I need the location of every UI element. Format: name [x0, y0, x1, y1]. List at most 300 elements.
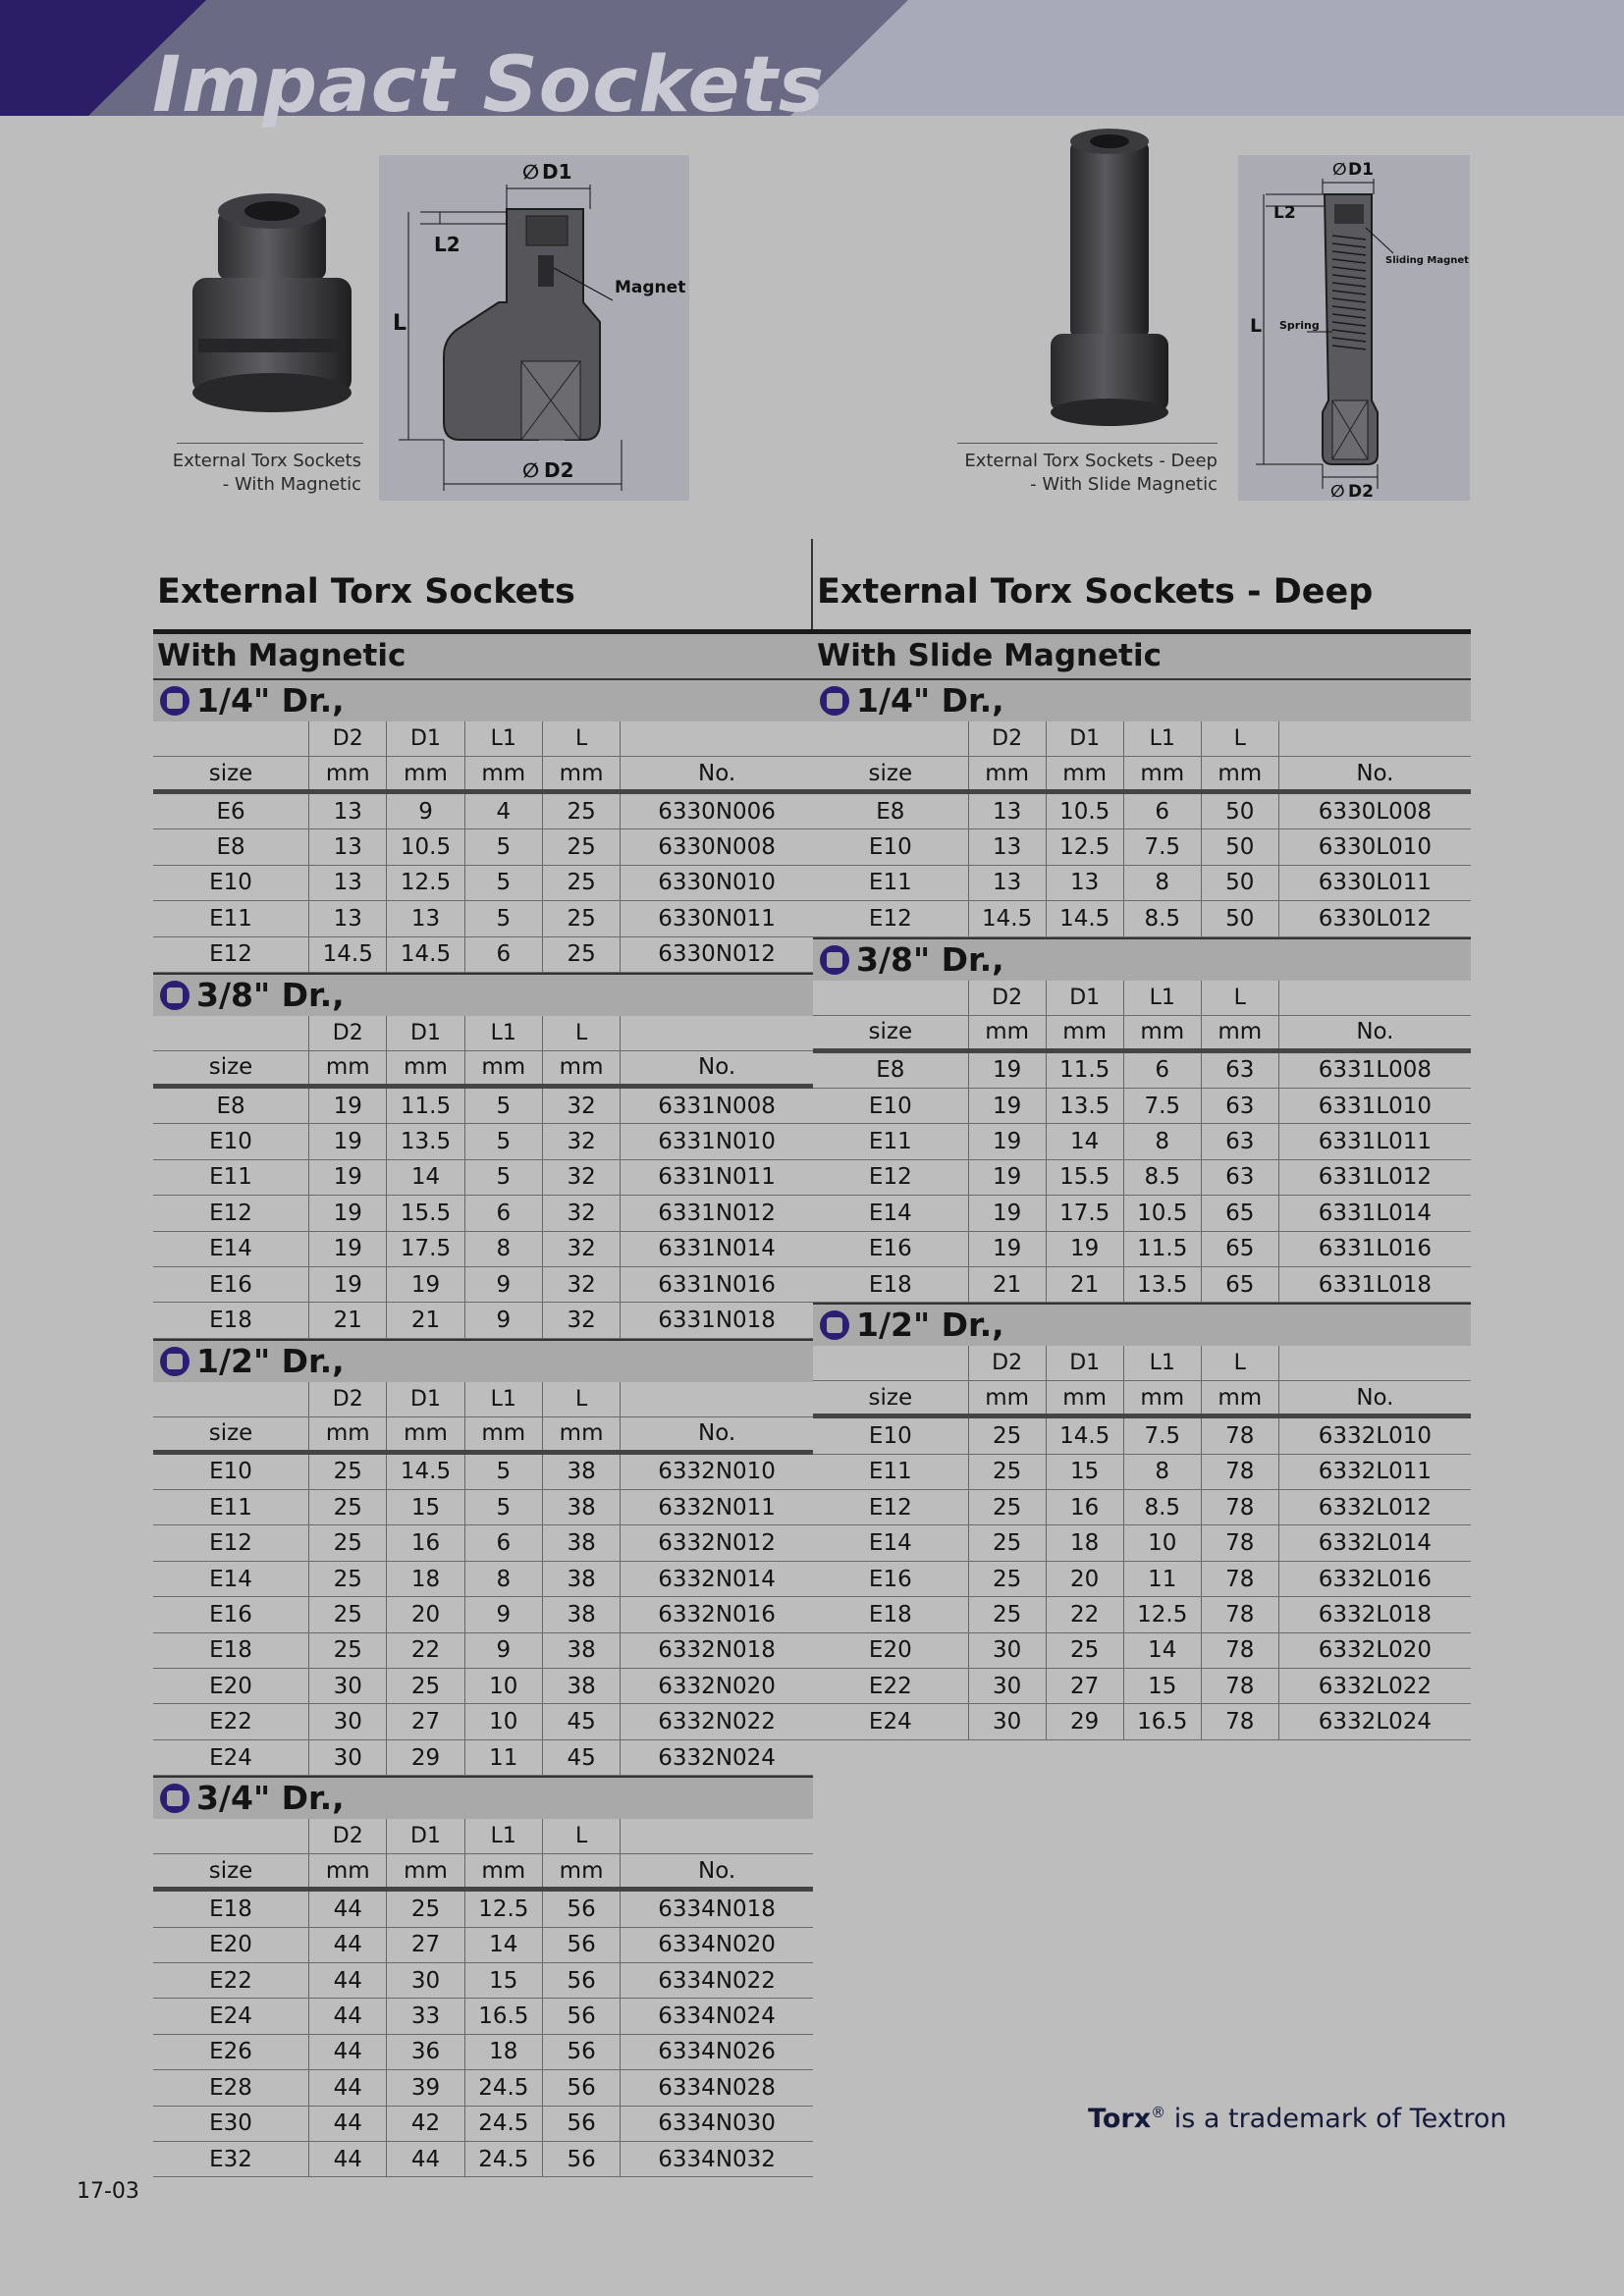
header-cell — [813, 1346, 968, 1381]
header-cell: mm — [542, 1416, 620, 1452]
table-cell: 25 — [542, 829, 620, 865]
table-cell: 50 — [1201, 865, 1278, 900]
table-cell: 15.5 — [1046, 1159, 1123, 1195]
table-cell: 38 — [542, 1561, 620, 1596]
table-cell: E24 — [153, 1739, 309, 1775]
table-row — [153, 1196, 813, 1231]
table-cell: E18 — [813, 1597, 968, 1632]
table-row — [153, 1452, 813, 1489]
table-row — [153, 1739, 813, 1775]
square-drive-icon — [159, 685, 190, 717]
part-number-cell: 6332N010 — [621, 1452, 813, 1489]
table-cell: E14 — [813, 1525, 968, 1561]
part-number-cell: 6331L008 — [1278, 1050, 1471, 1088]
header-cell: mm — [387, 1416, 464, 1452]
deep-l-label: L — [1250, 315, 1263, 337]
table-cell: 25 — [968, 1416, 1046, 1454]
deep-d1-diameter-symbol: ∅ — [1332, 160, 1347, 180]
table-row — [813, 792, 1471, 829]
table-cell: E18 — [153, 1890, 309, 1927]
table-cell: 30 — [968, 1669, 1046, 1704]
table-cell: E11 — [813, 865, 968, 900]
header-cell: mm — [464, 1854, 542, 1890]
table-cell: 44 — [309, 1927, 387, 1962]
table-cell: E18 — [153, 1632, 309, 1668]
part-number-cell: 6334N020 — [621, 1927, 813, 1962]
table-row — [813, 1231, 1471, 1266]
table-cell: E14 — [153, 1561, 309, 1596]
part-number-cell: 6332N016 — [621, 1597, 813, 1632]
table-cell: 13.5 — [387, 1124, 464, 1159]
table-cell: E8 — [813, 1050, 968, 1088]
table-cell: 11.5 — [1046, 1050, 1123, 1088]
table-cell: 45 — [542, 1739, 620, 1775]
part-number-cell: 6331L014 — [1278, 1196, 1471, 1231]
table-row — [153, 1561, 813, 1596]
dimension-table — [153, 1819, 813, 2177]
header-cell: D1 — [387, 1382, 464, 1417]
header-cell: mm — [1201, 1381, 1278, 1416]
header-cell: mm — [542, 1854, 620, 1890]
part-number-cell: 6331L010 — [1278, 1088, 1471, 1123]
table-cell: 10 — [464, 1669, 542, 1704]
table-cell: 5 — [464, 901, 542, 936]
table-cell: 19 — [309, 1124, 387, 1159]
table-cell: 24.5 — [464, 2070, 542, 2106]
header-cell: size — [153, 757, 309, 792]
part-number-cell: 6332N018 — [621, 1632, 813, 1668]
table-cell: 17.5 — [1046, 1196, 1123, 1231]
part-number-cell: 6334N032 — [621, 2141, 813, 2176]
table-row — [153, 1597, 813, 1632]
table-cell: E11 — [813, 1454, 968, 1489]
table-cell: 14.5 — [968, 901, 1046, 936]
header-cell: D1 — [1046, 981, 1123, 1016]
part-number-cell: 6332L018 — [1278, 1597, 1471, 1632]
table-row — [153, 1927, 813, 1962]
table-cell: 32 — [542, 1196, 620, 1231]
table-cell: 56 — [542, 1927, 620, 1962]
table-cell: 19 — [309, 1196, 387, 1231]
table-cell: 42 — [387, 2106, 464, 2141]
table-cell: E12 — [153, 1196, 309, 1231]
header-cell: D1 — [387, 721, 464, 757]
table-cell: 30 — [968, 1632, 1046, 1668]
drive-size-heading — [153, 678, 813, 721]
header-cell: No. — [621, 757, 813, 792]
drive-size-heading — [153, 1776, 813, 1819]
table-row — [153, 829, 813, 865]
header-cell: L1 — [1123, 1346, 1201, 1381]
table-cell: E20 — [813, 1632, 968, 1668]
header-cell: L — [542, 1819, 620, 1854]
part-number-cell: 6332N022 — [621, 1704, 813, 1739]
table-header-row — [153, 1016, 813, 1051]
table-cell: 25 — [968, 1597, 1046, 1632]
table-cell: 7.5 — [1123, 1416, 1201, 1454]
table-header-row — [813, 1346, 1471, 1381]
table-cell: 5 — [464, 1490, 542, 1525]
table-cell: 17.5 — [387, 1231, 464, 1266]
header-cell: mm — [968, 1381, 1046, 1416]
table-row — [153, 901, 813, 936]
table-cell: 8 — [464, 1231, 542, 1266]
table-row — [813, 1416, 1471, 1454]
table-cell: E11 — [153, 1159, 309, 1195]
part-number-cell: 6332N014 — [621, 1561, 813, 1596]
left-caption-line1: External Torx Sockets — [172, 451, 361, 471]
table-row — [153, 1159, 813, 1195]
table-cell: 56 — [542, 2141, 620, 2176]
left-section-subtitle: With Magnetic — [153, 629, 813, 678]
table-cell: 25 — [387, 1669, 464, 1704]
table-cell: 12.5 — [464, 1890, 542, 1927]
table-cell: 13 — [309, 792, 387, 829]
table-cell: E30 — [153, 2106, 309, 2141]
table-cell: E20 — [153, 1669, 309, 1704]
part-number-cell: 6332L014 — [1278, 1525, 1471, 1561]
table-cell: 44 — [309, 1962, 387, 1998]
header-cell: size — [813, 757, 968, 792]
table-cell: 6 — [1123, 1050, 1201, 1088]
table-cell: 27 — [1046, 1669, 1123, 1704]
header-cell: D2 — [968, 721, 1046, 757]
table-cell: E11 — [153, 901, 309, 936]
right-drive-tables — [813, 678, 1471, 1740]
table-cell: E18 — [153, 1303, 309, 1338]
header-cell — [153, 1819, 309, 1854]
drive-size-heading — [813, 937, 1471, 981]
table-cell: 8.5 — [1123, 901, 1201, 936]
page-number: 17-03 — [77, 2179, 139, 2204]
part-number-cell: 6330L010 — [1278, 829, 1471, 865]
table-cell: E10 — [813, 1088, 968, 1123]
table-cell: E22 — [813, 1669, 968, 1704]
table-cell: 9 — [387, 792, 464, 829]
table-header-row — [813, 757, 1471, 792]
table-cell: 15 — [1123, 1669, 1201, 1704]
drive-size-label: 1/2" Dr., — [196, 1341, 345, 1380]
table-cell: 5 — [464, 1452, 542, 1489]
part-number-cell: 6332L024 — [1278, 1704, 1471, 1739]
table-cell: 15 — [464, 1962, 542, 1998]
table-cell: E24 — [813, 1704, 968, 1739]
table-header-row — [813, 981, 1471, 1016]
drive-size-label: 1/4" Dr., — [856, 681, 1004, 720]
table-cell: 29 — [387, 1739, 464, 1775]
header-cell: D1 — [387, 1016, 464, 1051]
table-row — [153, 1962, 813, 1998]
table-cell: 32 — [542, 1124, 620, 1159]
table-cell: 6 — [464, 1525, 542, 1561]
square-drive-icon — [819, 944, 850, 976]
part-number-cell: 6332N012 — [621, 1525, 813, 1561]
table-cell: 50 — [1201, 901, 1278, 936]
table-cell: 78 — [1201, 1454, 1278, 1489]
left-spec-section — [153, 539, 813, 2177]
table-cell: 25 — [542, 792, 620, 829]
header-cell: size — [813, 1381, 968, 1416]
part-number-cell: 6330L012 — [1278, 901, 1471, 936]
part-number-cell: 6332L016 — [1278, 1561, 1471, 1596]
table-cell: 38 — [542, 1490, 620, 1525]
part-number-cell: 6331N010 — [621, 1124, 813, 1159]
table-row — [813, 1669, 1471, 1704]
table-cell: 13.5 — [1123, 1266, 1201, 1302]
part-number-cell: 6331N018 — [621, 1303, 813, 1338]
part-number-cell: 6332N024 — [621, 1739, 813, 1775]
header-cell: mm — [387, 757, 464, 792]
table-cell: 56 — [542, 2070, 620, 2106]
table-cell: 25 — [1046, 1632, 1123, 1668]
table-cell: 24.5 — [464, 2141, 542, 2176]
table-row — [153, 792, 813, 829]
table-cell: 11.5 — [387, 1086, 464, 1123]
table-cell: E28 — [153, 2070, 309, 2106]
table-cell: E22 — [153, 1704, 309, 1739]
table-cell: E22 — [153, 1962, 309, 1998]
table-cell: 44 — [309, 2070, 387, 2106]
table-cell: 30 — [309, 1739, 387, 1775]
table-row — [813, 1525, 1471, 1561]
table-cell: 6 — [464, 936, 542, 972]
table-cell: 25 — [968, 1525, 1046, 1561]
header-cell: size — [153, 1416, 309, 1452]
table-cell: 8 — [464, 1561, 542, 1596]
header-cell: size — [813, 1015, 968, 1050]
header-cell — [153, 1016, 309, 1051]
dimension-table — [813, 1346, 1471, 1740]
table-cell: 13.5 — [1046, 1088, 1123, 1123]
table-cell: 38 — [542, 1669, 620, 1704]
header-cell — [153, 1382, 309, 1417]
table-row — [153, 1086, 813, 1123]
table-cell: 6 — [464, 1196, 542, 1231]
header-cell: D2 — [968, 1346, 1046, 1381]
table-cell: 24.5 — [464, 2106, 542, 2141]
table-cell: 15 — [1046, 1454, 1123, 1489]
header-cell — [1278, 981, 1471, 1016]
right-caption-line1: External Torx Sockets - Deep — [964, 451, 1218, 471]
part-number-cell: 6332L022 — [1278, 1669, 1471, 1704]
header-cell: L — [542, 1382, 620, 1417]
table-cell: E18 — [813, 1266, 968, 1302]
part-number-cell: 6331L018 — [1278, 1266, 1471, 1302]
table-row — [153, 1124, 813, 1159]
table-cell: E16 — [153, 1597, 309, 1632]
header-cell — [621, 721, 813, 757]
table-cell: 32 — [542, 1159, 620, 1195]
table-cell: 9 — [464, 1632, 542, 1668]
header-cell: L — [542, 721, 620, 757]
page-title: Impact Sockets — [152, 41, 826, 130]
part-number-cell: 6334N030 — [621, 2106, 813, 2141]
table-cell: 30 — [309, 1669, 387, 1704]
part-number-cell: 6331L011 — [1278, 1124, 1471, 1159]
table-row — [153, 936, 813, 972]
drive-size-heading — [153, 1339, 813, 1382]
table-cell: 5 — [464, 1124, 542, 1159]
table-cell: E10 — [813, 1416, 968, 1454]
header-cell: mm — [309, 1416, 387, 1452]
table-cell: E14 — [813, 1196, 968, 1231]
table-cell: E12 — [813, 901, 968, 936]
left-figure-caption — [147, 450, 361, 497]
table-cell: 25 — [309, 1561, 387, 1596]
table-cell: 63 — [1201, 1088, 1278, 1123]
table-row — [813, 1561, 1471, 1596]
magnet-label: Magnet — [615, 278, 686, 297]
right-dimension-diagram — [1238, 155, 1470, 501]
left-drive-tables — [153, 678, 813, 2177]
part-number-cell: 6334N028 — [621, 2070, 813, 2106]
table-cell: 50 — [1201, 829, 1278, 865]
dimension-table — [153, 1382, 813, 1777]
table-header-row — [153, 1819, 813, 1854]
table-cell: 21 — [1046, 1266, 1123, 1302]
table-cell: 38 — [542, 1525, 620, 1561]
header-cell: mm — [542, 757, 620, 792]
drive-size-heading — [153, 973, 813, 1016]
table-header-row — [153, 1854, 813, 1890]
header-cell: mm — [1201, 757, 1278, 792]
l2-label: L2 — [434, 233, 460, 256]
header-cell: No. — [1278, 1015, 1471, 1050]
table-cell: 21 — [309, 1303, 387, 1338]
table-row — [813, 1704, 1471, 1739]
table-row — [153, 1999, 813, 2034]
table-row — [153, 1266, 813, 1302]
registered-mark: ® — [1151, 2104, 1166, 2121]
drive-size-heading — [813, 678, 1471, 721]
table-cell: 19 — [968, 1124, 1046, 1159]
table-row — [813, 1490, 1471, 1525]
header-cell: No. — [1278, 1381, 1471, 1416]
table-cell: 18 — [464, 2034, 542, 2069]
right-product-photo — [1041, 128, 1178, 432]
left-product-photo — [177, 172, 363, 437]
table-cell: 65 — [1201, 1266, 1278, 1302]
part-number-cell: 6331N011 — [621, 1159, 813, 1195]
table-cell: 14 — [1123, 1632, 1201, 1668]
table-cell: 4 — [464, 792, 542, 829]
table-cell: 15 — [387, 1490, 464, 1525]
header-cell: L — [1201, 981, 1278, 1016]
table-cell: 8 — [1123, 1454, 1201, 1489]
left-caption-line2: - With Magnetic — [222, 474, 361, 495]
header-cell: mm — [1046, 1381, 1123, 1416]
table-cell: 10 — [1123, 1525, 1201, 1561]
table-cell: 39 — [387, 2070, 464, 2106]
table-cell: 25 — [309, 1490, 387, 1525]
drive-size-label: 3/8" Dr., — [856, 939, 1004, 979]
table-row — [813, 1597, 1471, 1632]
header-cell: L — [1201, 721, 1278, 757]
table-cell: 19 — [1046, 1231, 1123, 1266]
table-cell: 38 — [542, 1597, 620, 1632]
table-cell: 25 — [387, 1890, 464, 1927]
table-row — [153, 1704, 813, 1739]
header-cell — [1278, 721, 1471, 757]
table-cell: 10.5 — [1046, 792, 1123, 829]
table-cell: E16 — [813, 1231, 968, 1266]
table-cell: 44 — [309, 2106, 387, 2141]
impact-socket-image — [177, 172, 363, 437]
table-cell: 78 — [1201, 1632, 1278, 1668]
table-cell: 30 — [968, 1704, 1046, 1739]
table-cell: 78 — [1201, 1669, 1278, 1704]
table-cell: E20 — [153, 1927, 309, 1962]
table-cell: 56 — [542, 2106, 620, 2141]
table-cell: 12.5 — [1123, 1597, 1201, 1632]
table-cell: 33 — [387, 1999, 464, 2034]
table-cell: 20 — [1046, 1561, 1123, 1596]
table-cell: 45 — [542, 1704, 620, 1739]
dimension-table — [813, 981, 1471, 1304]
header-cell: D2 — [309, 1382, 387, 1417]
header-cell: L1 — [1123, 721, 1201, 757]
part-number-cell: 6332N020 — [621, 1669, 813, 1704]
dimension-table — [153, 1016, 813, 1339]
part-number-cell: 6334N022 — [621, 1962, 813, 1998]
table-cell: E11 — [813, 1124, 968, 1159]
dimension-table — [813, 721, 1471, 937]
table-cell: 5 — [464, 829, 542, 865]
header-cell: mm — [309, 1050, 387, 1086]
table-cell: 11.5 — [1123, 1231, 1201, 1266]
table-cell: 50 — [1201, 792, 1278, 829]
table-cell: 18 — [1046, 1525, 1123, 1561]
table-cell: 78 — [1201, 1490, 1278, 1525]
table-cell: E12 — [813, 1159, 968, 1195]
table-row — [153, 1669, 813, 1704]
table-cell: 25 — [309, 1597, 387, 1632]
table-cell: 13 — [968, 865, 1046, 900]
socket-cross-section-diagram — [379, 155, 689, 501]
table-cell: 19 — [387, 1266, 464, 1302]
table-cell: 25 — [309, 1452, 387, 1489]
header-cell: L1 — [464, 1016, 542, 1051]
square-drive-icon — [159, 980, 190, 1011]
d1-diameter-symbol: ∅ — [522, 160, 540, 184]
header-cell: No. — [1278, 757, 1471, 792]
header-cell — [153, 721, 309, 757]
right-section-subtitle: With Slide Magnetic — [813, 629, 1471, 678]
table-cell: 13 — [309, 829, 387, 865]
right-section-title: External Torx Sockets - Deep — [817, 572, 1374, 612]
table-cell: 14 — [387, 1159, 464, 1195]
table-cell: 14.5 — [387, 1452, 464, 1489]
header-cell: mm — [542, 1050, 620, 1086]
table-cell: 10.5 — [387, 829, 464, 865]
header-cell: L1 — [1123, 981, 1201, 1016]
table-header-row — [153, 1050, 813, 1086]
table-cell: 8 — [1123, 865, 1201, 900]
header-cell: mm — [1123, 1381, 1201, 1416]
table-cell: 13 — [968, 829, 1046, 865]
table-cell: 38 — [542, 1632, 620, 1668]
table-cell: 30 — [309, 1704, 387, 1739]
table-cell: E16 — [153, 1266, 309, 1302]
right-caption-rule — [957, 443, 1218, 444]
table-cell: 78 — [1201, 1525, 1278, 1561]
table-cell: 19 — [968, 1159, 1046, 1195]
d2-label: D2 — [544, 458, 574, 482]
table-cell: 9 — [464, 1266, 542, 1302]
table-header-row — [813, 1015, 1471, 1050]
table-cell: 25 — [542, 936, 620, 972]
deep-l2-label: L2 — [1273, 203, 1296, 223]
